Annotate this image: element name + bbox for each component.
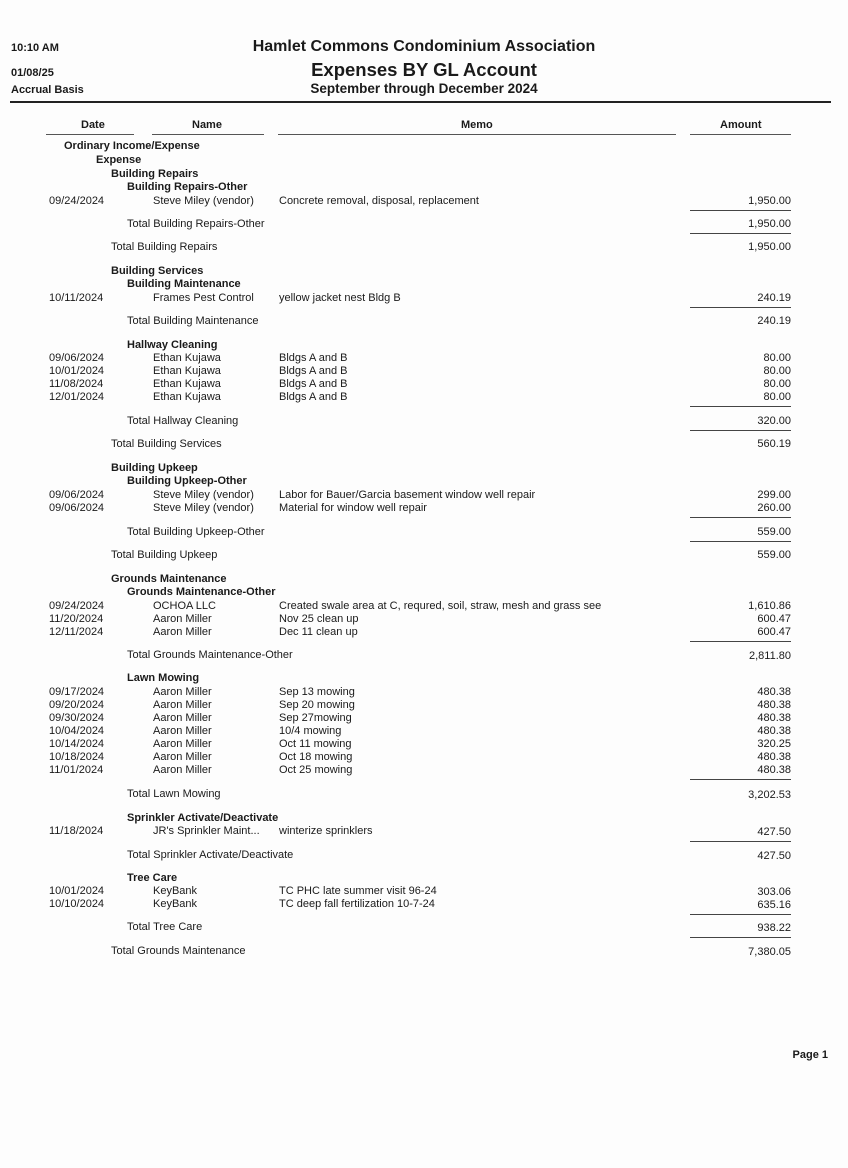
col-name-rule [152,134,264,135]
subtotal-rule [690,779,791,780]
row-memo: yellow jacket nest Bldg B [279,292,401,304]
row-memo: Bldgs A and B [279,365,348,377]
row-amount: 260.00 [757,502,791,514]
row-memo: Sep 20 mowing [279,699,355,711]
row-amount: 480.38 [757,712,791,724]
report-basis: Accrual Basis [11,84,84,96]
row-name: Aaron Miller [153,626,212,638]
total-building-upkeep-label: Total Building Upkeep [111,549,218,561]
report-date: 01/08/25 [11,67,54,79]
row-name: Aaron Miller [153,686,212,698]
total-building-services-amount: 560.19 [757,438,791,450]
row-memo: Sep 13 mowing [279,686,355,698]
col-amount-rule [690,134,791,135]
col-name: Name [192,119,222,131]
total-building-maintenance-label: Total Building Maintenance [127,315,259,327]
col-date: Date [81,119,105,131]
row-name: JR's Sprinkler Maint... [153,825,260,837]
row-name: Aaron Miller [153,764,212,776]
row-amount: 303.06 [757,886,791,898]
row-memo: Created swale area at C, requred, soil, straw, mesh and grass see [279,600,602,612]
row-date: 10/04/2024 [49,725,105,737]
row-memo: Oct 11 mowing [279,738,352,750]
row-date: 09/06/2024 [49,352,105,364]
total-lawn-mowing-amount: 3,202.53 [748,789,791,801]
row-name: KeyBank [153,885,198,897]
row-amount: 480.38 [757,725,791,737]
total-grounds-maintenance-other-amount: 2,811.80 [748,650,791,662]
row-amount: 240.19 [757,292,791,304]
row-date: 11/18/2024 [49,825,104,837]
row-amount: 480.38 [757,699,791,711]
row-date: 10/01/2024 [49,365,105,377]
subtotal-rule [690,517,791,518]
section-lawn-mowing: Lawn Mowing [127,672,200,684]
row-amount: 600.47 [757,626,791,638]
row-date: 12/01/2024 [49,391,105,403]
section-expense: Expense [96,154,142,166]
subtotal-rule [690,210,791,211]
row-amount: 1,610.86 [748,600,791,612]
row-name: Aaron Miller [153,751,212,763]
subtotal-rule [690,541,791,542]
row-name: Ethan Kujawa [153,365,221,377]
row-date: 09/24/2024 [49,195,105,207]
row-amount: 600.47 [757,613,791,625]
row-date: 10/11/2024 [49,292,104,304]
row-memo: Material for window well repair [279,502,427,514]
col-amount: Amount [720,119,762,131]
total-sprinkler-amount: 427.50 [757,850,791,862]
row-name: Aaron Miller [153,738,212,750]
row-name: KeyBank [153,898,198,910]
row-name: Steve Miley (vendor) [153,502,254,514]
row-name: Ethan Kujawa [153,378,221,390]
row-memo: Bldgs A and B [279,352,348,364]
row-amount: 1,950.00 [748,195,791,207]
section-building-upkeep: Building Upkeep [111,462,198,474]
row-memo: 10/4 mowing [279,725,342,737]
row-name: Aaron Miller [153,613,212,625]
row-date: 09/06/2024 [49,502,105,514]
section-tree-care: Tree Care [127,872,178,884]
total-lawn-mowing-label: Total Lawn Mowing [127,788,221,800]
row-memo: Oct 25 mowing [279,764,353,776]
row-name: Steve Miley (vendor) [153,489,254,501]
row-date: 10/01/2024 [49,885,105,897]
total-building-upkeep-amount: 559.00 [757,549,791,561]
row-memo: winterize sprinklers [279,825,373,837]
subtotal-rule [690,430,791,431]
row-memo: Oct 18 mowing [279,751,353,763]
row-memo: Concrete removal, disposal, replacement [279,195,479,207]
section-building-upkeep-other: Building Upkeep-Other [127,475,247,487]
col-memo: Memo [461,119,493,131]
row-amount: 80.00 [763,378,791,390]
total-tree-care-amount: 938.22 [757,922,791,934]
total-hallway-cleaning-label: Total Hallway Cleaning [127,415,239,427]
row-date: 09/24/2024 [49,600,105,612]
row-amount: 299.00 [757,489,791,501]
col-memo-rule [278,134,676,135]
section-building-repairs: Building Repairs [111,168,199,180]
section-building-repairs-other: Building Repairs-Other [127,181,248,193]
section-sprinkler: Sprinkler Activate/Deactivate [127,812,279,824]
row-memo: Sep 27mowing [279,712,352,724]
row-name: Ethan Kujawa [153,352,221,364]
total-building-services-label: Total Building Services [111,438,222,450]
row-memo: Bldgs A and B [279,378,348,390]
row-date: 12/11/2024 [49,626,104,638]
row-amount: 480.38 [757,686,791,698]
report-period: September through December 2024 [310,81,538,96]
subtotal-rule [690,406,791,407]
total-tree-care-label: Total Tree Care [127,921,203,933]
total-grounds-maintenance-amount: 7,380.05 [748,946,791,958]
subtotal-rule [690,307,791,308]
row-amount: 427.50 [757,826,791,838]
header-rule [10,101,831,103]
row-memo: Labor for Bauer/Garcia basement window well repair [279,489,536,501]
row-memo: TC PHC late summer visit 96-24 [279,885,437,897]
row-amount: 480.38 [757,751,791,763]
subtotal-rule [690,937,791,938]
section-grounds-maintenance-other: Grounds Maintenance-Other [127,586,276,598]
total-grounds-maintenance-other-label: Total Grounds Maintenance-Other [127,649,293,661]
row-date: 11/08/2024 [49,378,104,390]
total-grounds-maintenance-label: Total Grounds Maintenance [111,945,246,957]
total-sprinkler-label: Total Sprinkler Activate/Deactivate [127,849,294,861]
row-amount: 480.38 [757,764,791,776]
total-building-repairs-label: Total Building Repairs [111,241,218,253]
row-date: 11/20/2024 [49,613,104,625]
row-date: 09/20/2024 [49,699,105,711]
report-time: 10:10 AM [11,42,59,54]
row-date: 11/01/2024 [49,764,104,776]
section-hallway-cleaning: Hallway Cleaning [127,339,218,351]
row-amount: 320.25 [757,738,791,750]
section-grounds-maintenance: Grounds Maintenance [111,573,227,585]
total-building-upkeep-other-amount: 559.00 [757,526,791,538]
row-amount: 80.00 [763,352,791,364]
company-name: Hamlet Commons Condominium Association [252,38,596,55]
total-building-upkeep-other-label: Total Building Upkeep-Other [127,526,265,538]
subtotal-rule [690,841,791,842]
row-amount: 635.16 [757,899,791,911]
subtotal-rule [690,914,791,915]
row-name: Aaron Miller [153,699,212,711]
row-memo: Bldgs A and B [279,391,348,403]
row-memo: TC deep fall fertilization 10-7-24 [279,898,435,910]
row-name: Frames Pest Control [153,292,254,304]
subtotal-rule [690,233,791,234]
row-name: Aaron Miller [153,712,212,724]
row-date: 10/18/2024 [49,751,105,763]
row-date: 09/30/2024 [49,712,105,724]
col-date-rule [46,134,134,135]
row-date: 10/14/2024 [49,738,105,750]
section-ordinary: Ordinary Income/Expense [64,140,200,152]
row-name: OCHOA LLC [153,600,216,612]
row-date: 09/17/2024 [49,686,105,698]
total-building-repairs-other-label: Total Building Repairs-Other [127,218,265,230]
subtotal-rule [690,641,791,642]
total-building-repairs-other-amount: 1,950.00 [748,218,791,230]
row-date: 10/10/2024 [49,898,105,910]
row-amount: 80.00 [763,391,791,403]
section-building-services: Building Services [111,265,204,277]
section-building-maintenance: Building Maintenance [127,278,241,290]
row-date: 09/06/2024 [49,489,105,501]
total-building-maintenance-amount: 240.19 [757,315,791,327]
report-title: Expenses BY GL Account [311,59,537,80]
page-number: Page 1 [792,1049,828,1061]
row-name: Steve Miley (vendor) [153,195,254,207]
total-building-repairs-amount: 1,950.00 [748,241,791,253]
total-hallway-cleaning-amount: 320.00 [757,415,791,427]
row-amount: 80.00 [763,365,791,377]
row-memo: Nov 25 clean up [279,613,359,625]
row-name: Ethan Kujawa [153,391,221,403]
row-memo: Dec 11 clean up [279,626,358,638]
row-name: Aaron Miller [153,725,212,737]
